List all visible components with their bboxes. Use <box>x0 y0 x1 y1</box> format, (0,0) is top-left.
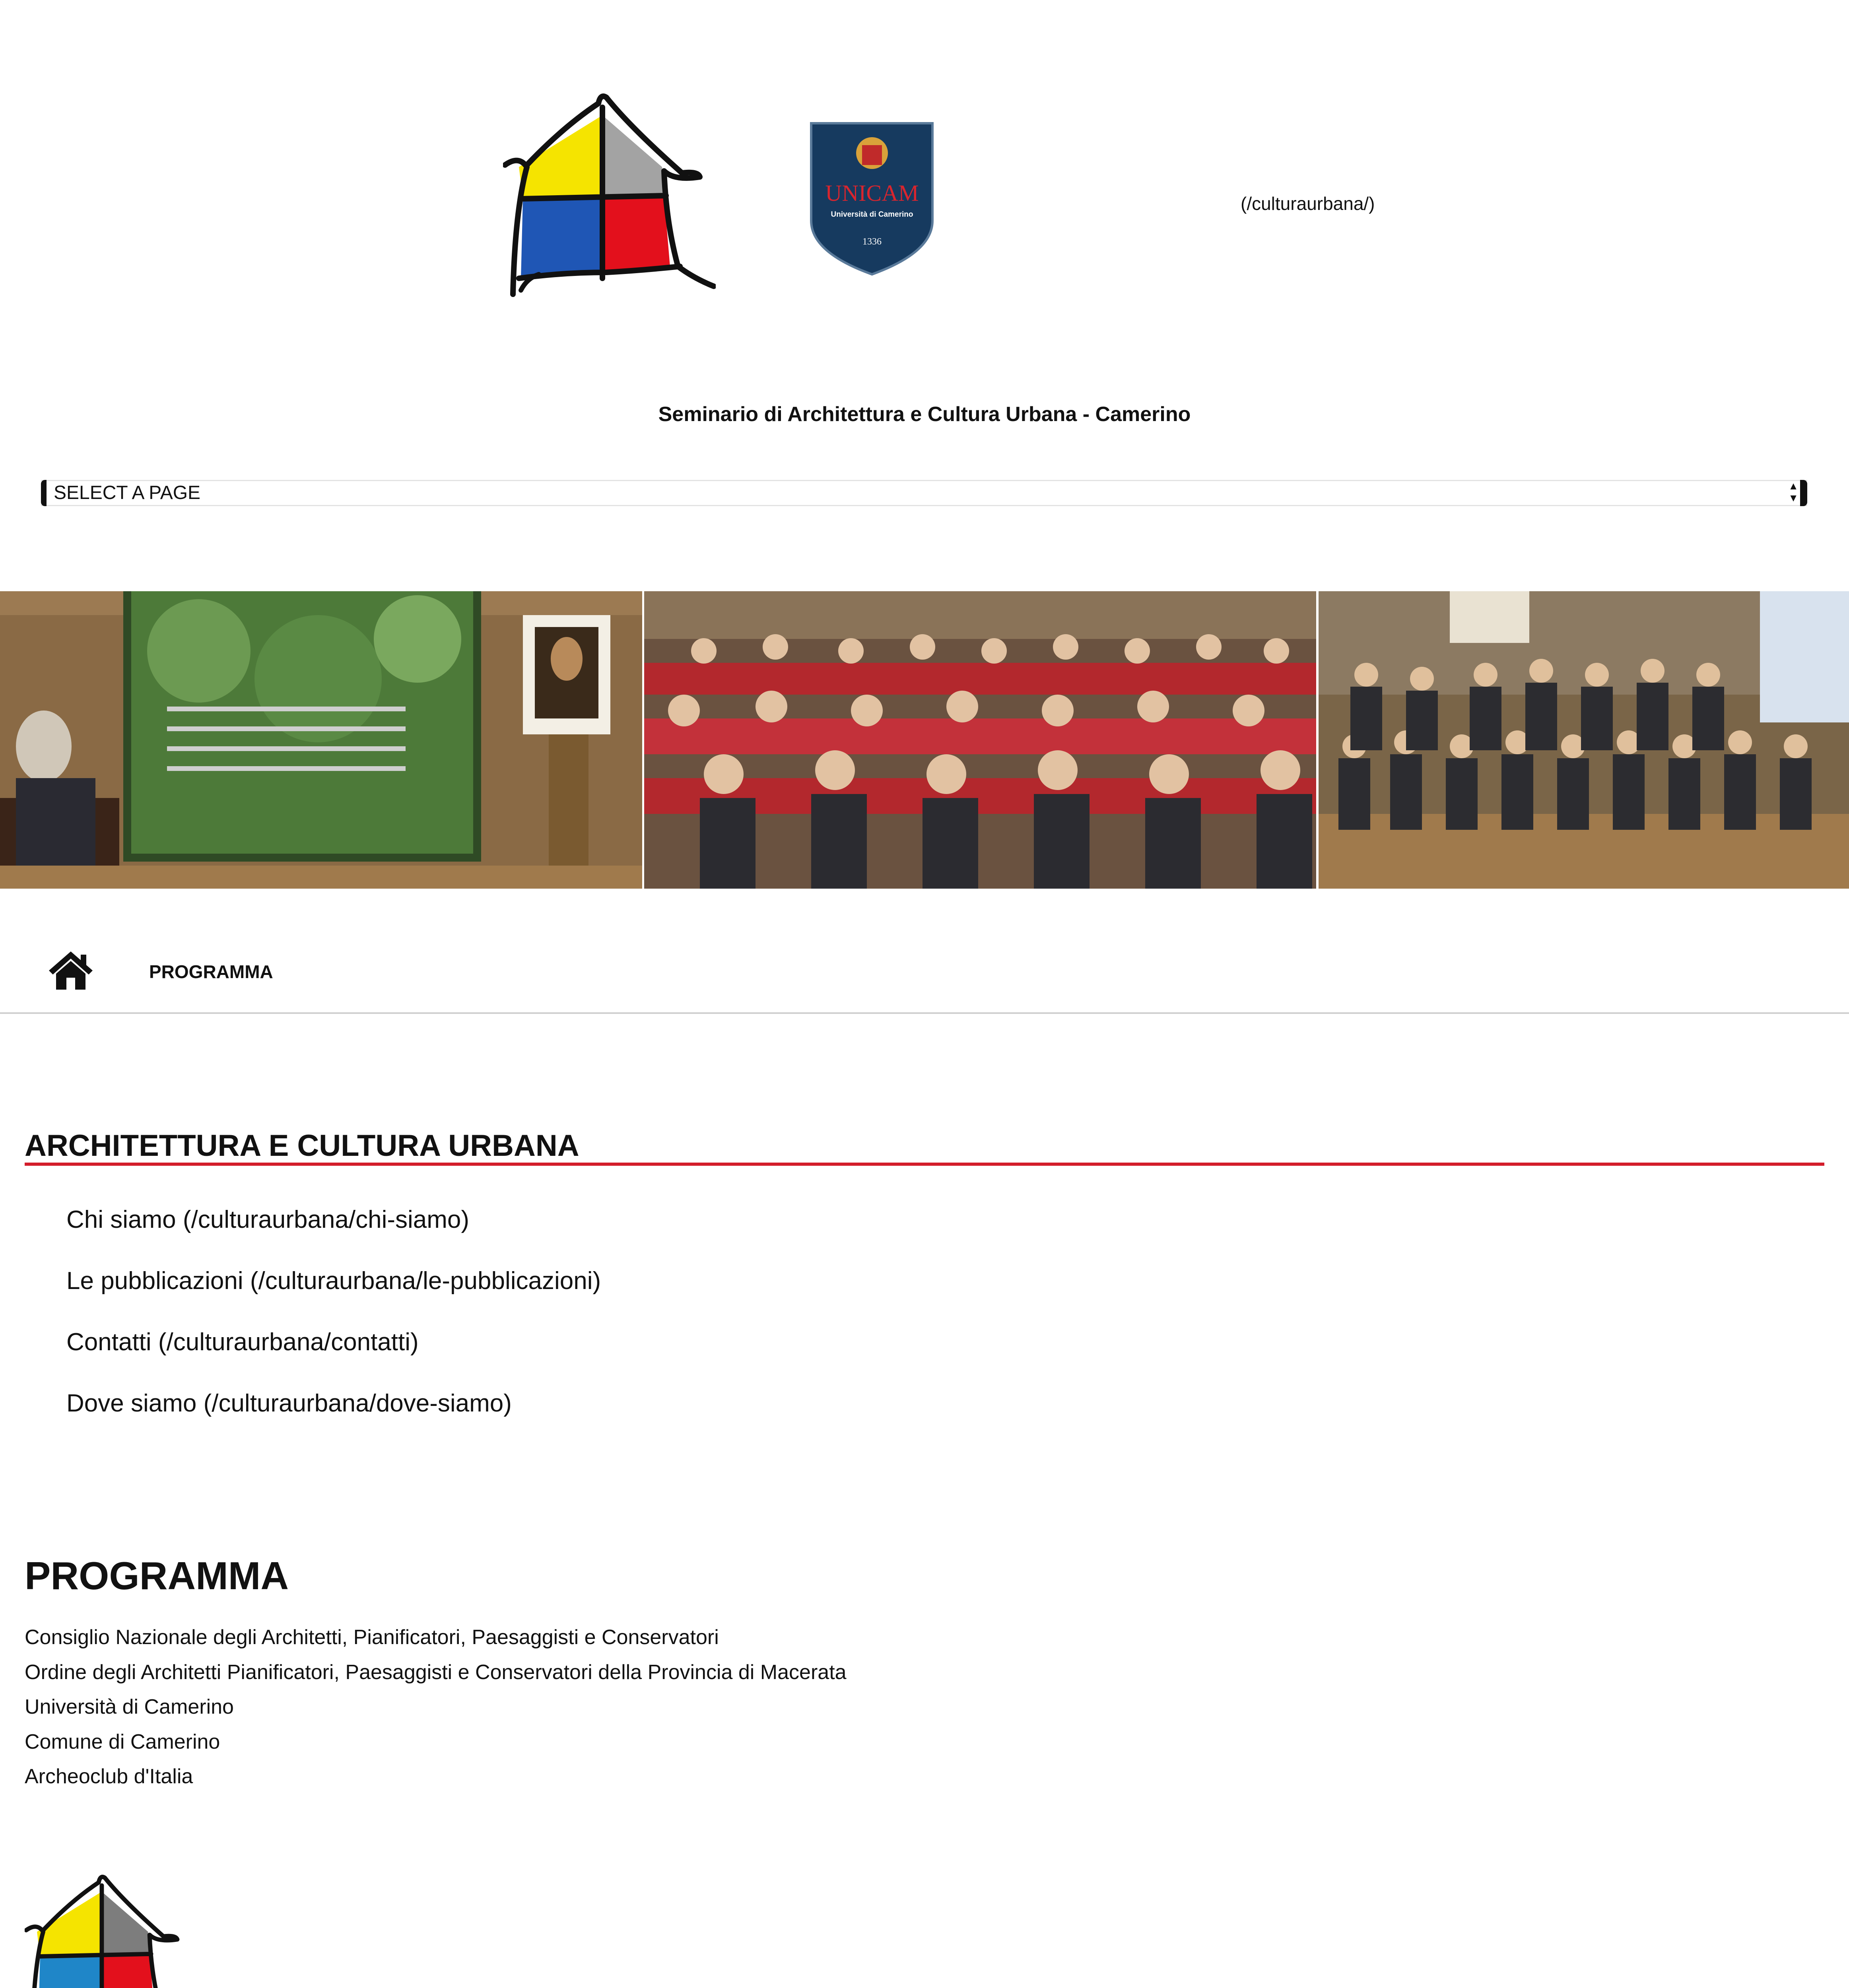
section-title: ARCHITETTURA E CULTURA URBANA <box>25 1129 579 1163</box>
root-link[interactable]: (/culturaurbana/) <box>1241 193 1375 214</box>
organizers-list <box>25 1620 847 1794</box>
section-links <box>66 1205 601 1450</box>
organizer-item: Università di Camerino <box>25 1695 234 1718</box>
organizer-item: Consiglio Nazionale degli Architetti, Pianificatori, Paesaggisti e Conservatori <box>25 1626 719 1649</box>
unicam-year: 1336 <box>862 237 882 247</box>
organizer-item: Comune di Camerino <box>25 1730 220 1753</box>
main-nav <box>0 889 1849 1014</box>
banner-photo-room <box>0 591 642 889</box>
select-left-cap <box>41 480 47 506</box>
banner-photo-audience <box>644 591 1316 889</box>
select-right-cap <box>1800 480 1807 506</box>
link-dove-siamo[interactable]: Dove siamo (/culturaurbana/dove-siamo) <box>66 1390 512 1417</box>
organizer-item: Ordine degli Architetti Pianificatori, Paesaggisti e Conservatori della Provincia di Macerata <box>25 1660 847 1684</box>
nav-programma-link[interactable]: PROGRAMMA <box>149 961 273 982</box>
seminar-logo <box>25 1873 190 1988</box>
house-logo <box>503 91 716 308</box>
page-select[interactable] <box>41 480 1807 506</box>
select-bar <box>41 480 1807 506</box>
unicam-name: UNICAM <box>825 180 919 206</box>
link-contatti[interactable]: Contatti (/culturaurbana/contatti) <box>66 1328 419 1356</box>
link-chi-siamo[interactable]: Chi siamo (/culturaurbana/chi-siamo) <box>66 1206 470 1233</box>
banner <box>0 591 1849 889</box>
unicam-subtitle: Università di Camerino <box>831 210 913 219</box>
select-label: SELECT A PAGE <box>54 482 201 503</box>
site-title: Seminario di Architettura e Cultura Urbana - Camerino <box>658 403 1191 426</box>
home-icon[interactable] <box>49 951 93 990</box>
banner-photo-group <box>1319 591 1849 889</box>
organizer-item: Archeoclub d'Italia <box>25 1765 193 1788</box>
programma-title: PROGRAMMA <box>25 1554 289 1598</box>
unicam-logo <box>809 121 934 276</box>
select-arrows-icon: ▲ ▼ <box>1788 480 1799 504</box>
link-pubblicazioni[interactable]: Le pubblicazioni (/culturaurbana/le-pubblicazioni) <box>66 1267 601 1295</box>
section-divider <box>25 1163 1824 1166</box>
